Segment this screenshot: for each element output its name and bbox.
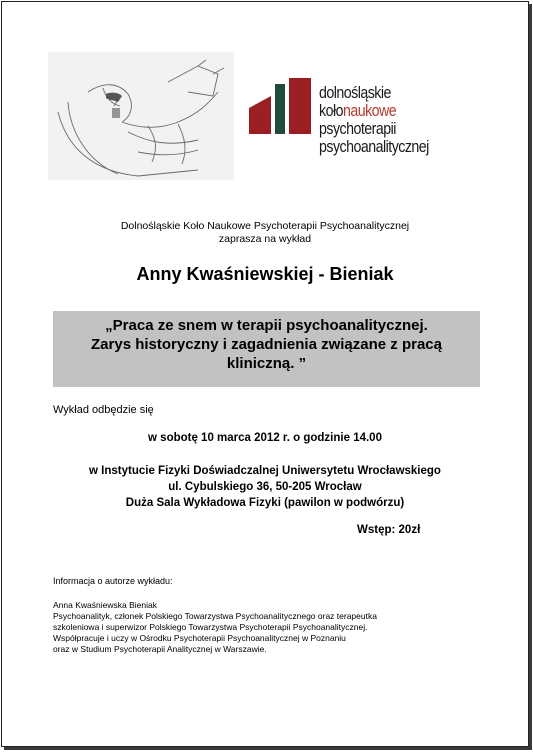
lecture-title bbox=[53, 316, 480, 373]
inviter-line-1: Dolnośląskie Koło Naukowe Psychoterapii Psychoanalitycznej bbox=[120, 220, 410, 232]
logo-line-3: psychoterapii bbox=[319, 120, 396, 138]
lecture-title-line-3: kliniczną. ” bbox=[226, 355, 307, 372]
logo-red-shape bbox=[249, 96, 271, 134]
logo-mark-icon bbox=[249, 78, 311, 134]
lecture-date: w sobotę 10 marca 2012 r. o godzinie 14.00 bbox=[148, 432, 382, 444]
logo-green-shape bbox=[275, 84, 285, 134]
lecture-title-line-2: Zarys historyczny i zagadnienia związane z pracą bbox=[91, 336, 442, 353]
venue bbox=[2, 463, 528, 511]
logo-line-2a: koło bbox=[319, 102, 343, 120]
speaker-name: Anny Kwaśniewskiej - Bieniak bbox=[136, 264, 394, 284]
author-bio-line-4: oraz w Studium Psychoterapii Analitycznej w Warszawie. bbox=[53, 644, 267, 654]
entry-fee: Wstęp: 20zł bbox=[357, 524, 421, 536]
logo-red-bar bbox=[289, 78, 311, 134]
logo-line-4: psychoanalitycznej bbox=[319, 138, 429, 156]
sketch-illustration bbox=[48, 52, 234, 180]
intro-text: Wykład odbędzie się bbox=[53, 404, 154, 416]
venue-line-3: Duża Sala Wykładowa Fizyki (pawilon w podwórzu) bbox=[125, 497, 405, 509]
author-bio-line-2: szkoleniowa i superwizor Polskiego Towarzystwa Psychoterapii Psychoanalitycznej. bbox=[53, 622, 368, 632]
logo-line-1: dolnośląskie bbox=[319, 84, 391, 102]
venue-line-1: w Instytucie Fizyki Doświadczalnej Uniwersytetu Wrocławskiego bbox=[89, 465, 441, 477]
author-info bbox=[53, 600, 458, 655]
author-bio-line-3: Współpracuje i uczy w Ośrodku Psychoterapii Psychoanalitycznej w Poznaniu bbox=[53, 633, 346, 643]
venue-line-2: ul. Cybulskiego 36, 50-205 Wrocław bbox=[168, 481, 362, 493]
author-heading: Informacja o autorze wykładu: bbox=[53, 576, 173, 586]
document-page bbox=[1, 1, 529, 747]
author-bio-line-1: Psychoanalityk, członek Polskiego Towarzystwa Psychoanalitycznego oraz terapeutka bbox=[53, 611, 377, 621]
lecture-title-line-1: „Praca ze snem w terapii psychoanalitycznej. bbox=[105, 317, 428, 334]
inviter-text bbox=[2, 220, 528, 246]
logo-line-2b: naukowe bbox=[342, 102, 397, 120]
logo-line-2 bbox=[319, 102, 429, 120]
author-name: Anna Kwaśniewska Bieniak bbox=[53, 600, 157, 610]
logo-text bbox=[319, 84, 429, 156]
inviter-line-2: zaprasza na wykład bbox=[218, 233, 312, 245]
